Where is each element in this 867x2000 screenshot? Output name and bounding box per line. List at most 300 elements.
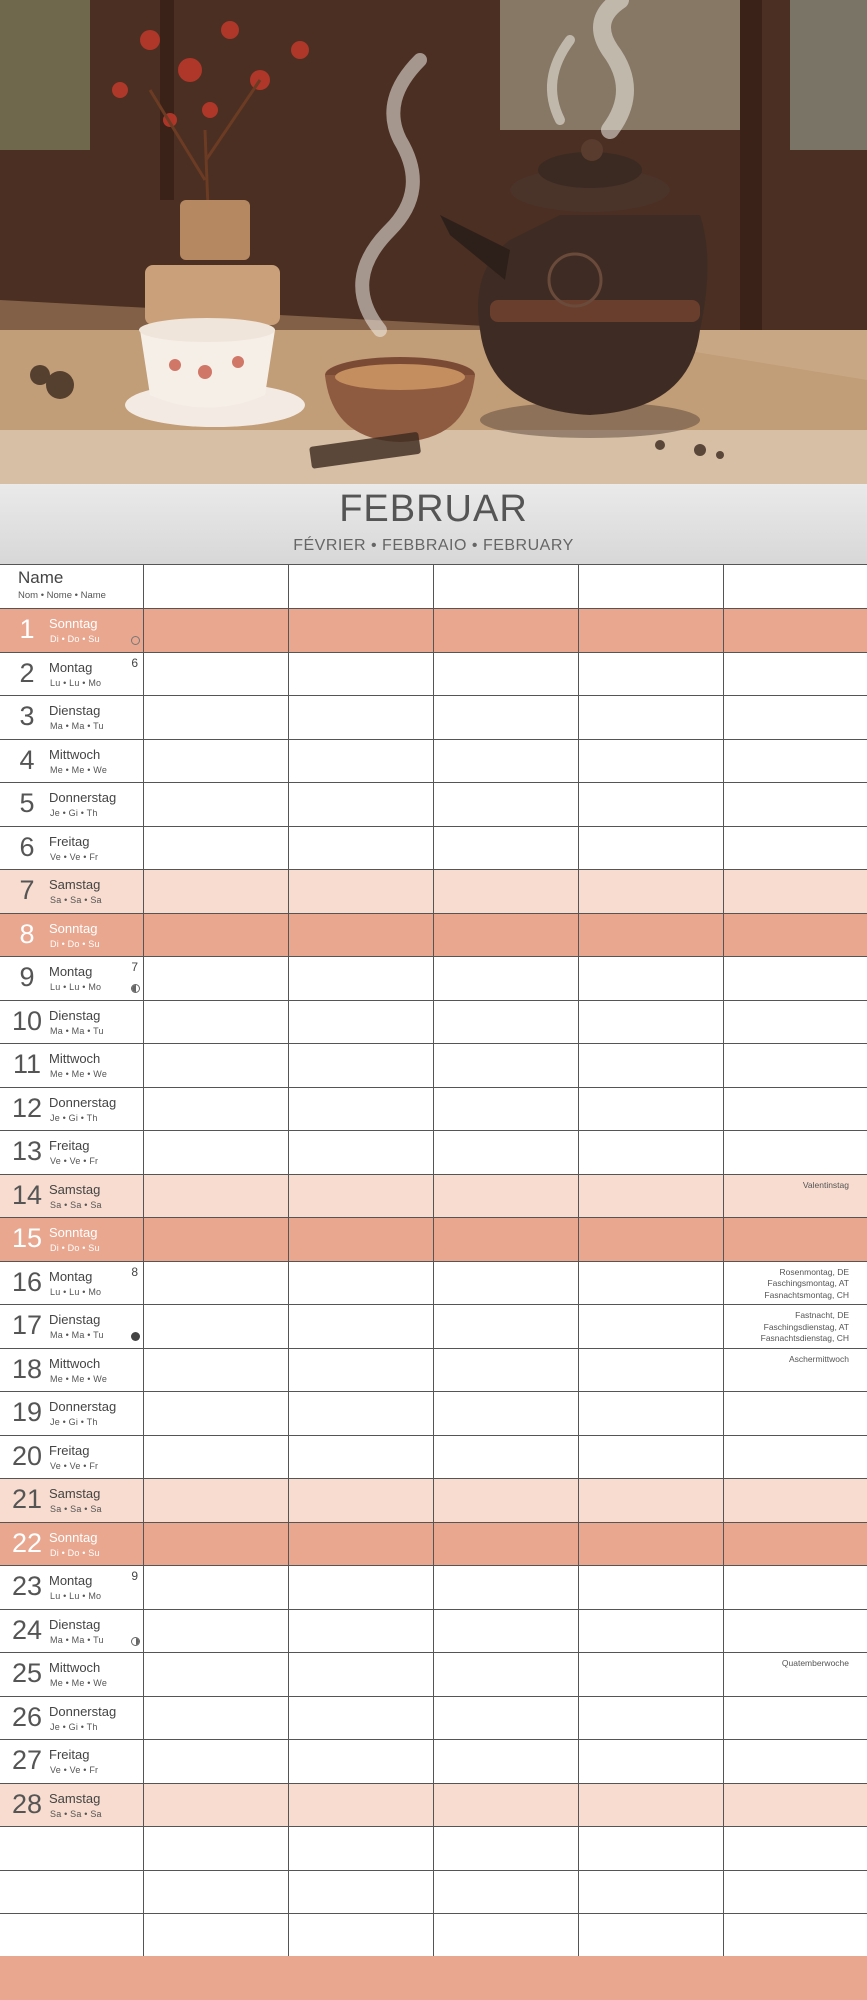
- day-number: 16: [11, 1266, 43, 1297]
- entry-cell[interactable]: [724, 1740, 867, 1783]
- moon-phase-last-icon: [131, 984, 140, 993]
- entry-cell[interactable]: [579, 653, 724, 696]
- name-header-label: Name: [18, 568, 64, 587]
- day-abbreviations: Di • Do • Su: [50, 634, 100, 644]
- entry-cell[interactable]: [579, 1566, 724, 1609]
- day-abbreviations: Lu • Lu • Mo: [50, 1286, 102, 1297]
- entry-cell[interactable]: [724, 1305, 867, 1348]
- day-abbreviations: Di • Do • Su: [50, 1547, 100, 1558]
- day-number: 5: [19, 788, 35, 818]
- week-number: 7: [131, 960, 138, 974]
- day-number: 17: [11, 1310, 43, 1340]
- day-number: 22: [11, 1527, 43, 1558]
- day-number: 14: [11, 1179, 43, 1210]
- day-label-cell: [0, 1436, 144, 1479]
- entry-cell[interactable]: [144, 1610, 289, 1653]
- day-row: [0, 1523, 867, 1567]
- entry-cell[interactable]: [579, 1479, 724, 1522]
- day-label-cell: [0, 1740, 144, 1783]
- entry-cell[interactable]: [289, 1175, 434, 1218]
- entry-cell[interactable]: [579, 1305, 724, 1348]
- entry-cell[interactable]: [579, 740, 724, 783]
- day-abbreviations: Je • Gi • Th: [50, 1721, 98, 1732]
- day-abbreviations: Ve • Ve • Fr: [50, 1156, 99, 1166]
- entry-cell[interactable]: [289, 870, 434, 913]
- entry-cell[interactable]: [724, 1218, 867, 1261]
- entry-cell[interactable]: [724, 1392, 867, 1435]
- entry-cell[interactable]: [579, 1218, 724, 1261]
- day-name: Dienstag: [49, 1007, 101, 1023]
- day-row: [0, 1827, 867, 1871]
- entry-cell[interactable]: [144, 609, 289, 652]
- entry-cell[interactable]: [289, 696, 434, 739]
- entry-cell[interactable]: [289, 1697, 434, 1740]
- day-row: [0, 1784, 867, 1828]
- entry-cell[interactable]: [724, 1479, 867, 1522]
- entry-cell[interactable]: [579, 827, 724, 870]
- entry-cell[interactable]: [289, 1305, 434, 1348]
- day-name: Freitag: [49, 1747, 90, 1762]
- entry-cell[interactable]: [434, 1871, 579, 1914]
- day-label-cell: [0, 740, 144, 783]
- day-abbreviations: Ma • Ma • Tu: [50, 1025, 104, 1036]
- entry-cell[interactable]: [724, 1784, 867, 1827]
- day-label-cell: [0, 1697, 144, 1740]
- entry-cell[interactable]: [289, 1784, 434, 1827]
- day-label-cell: [0, 957, 144, 1000]
- entry-cell[interactable]: [289, 1914, 434, 1957]
- day-abbreviations: Sa • Sa • Sa: [50, 1808, 102, 1819]
- entry-cell[interactable]: [289, 1610, 434, 1653]
- entry-cell[interactable]: [144, 1653, 289, 1696]
- entry-cell[interactable]: [724, 1175, 867, 1218]
- day-row: [0, 1697, 867, 1741]
- day-number: 9: [19, 962, 35, 992]
- entry-cell[interactable]: [434, 1218, 579, 1261]
- entry-cell[interactable]: [289, 1088, 434, 1131]
- footer-band: [0, 1956, 867, 2000]
- entry-cell[interactable]: [724, 609, 867, 652]
- entry-cell[interactable]: [144, 1436, 289, 1479]
- day-number: 3: [19, 701, 35, 731]
- entry-cell[interactable]: [434, 653, 579, 696]
- entry-cell[interactable]: [289, 827, 434, 870]
- header-photo: [0, 0, 867, 484]
- day-abbreviations: Sa • Sa • Sa: [50, 1504, 102, 1514]
- day-label-cell: [0, 914, 144, 957]
- day-row: [0, 1740, 867, 1784]
- day-abbreviations: Ve • Ve • Fr: [50, 1460, 99, 1471]
- entry-cell[interactable]: [289, 1349, 434, 1392]
- entry-cell[interactable]: [144, 957, 289, 1000]
- day-row: [0, 1566, 867, 1610]
- entry-cell[interactable]: [144, 1566, 289, 1609]
- day-number: 23: [11, 1571, 43, 1601]
- day-row: [0, 1914, 867, 1958]
- entry-cell[interactable]: [724, 1262, 867, 1305]
- entry-cell[interactable]: [579, 1001, 724, 1044]
- entry-cell[interactable]: [724, 1088, 867, 1131]
- day-row: [0, 1262, 867, 1306]
- day-label-cell: [0, 1305, 144, 1348]
- day-row: [0, 1001, 867, 1045]
- entry-cell[interactable]: [434, 609, 579, 652]
- day-abbreviations: Me • Me • We: [50, 1069, 108, 1079]
- entry-cell[interactable]: [434, 957, 579, 1000]
- day-number: 24: [11, 1614, 43, 1645]
- entry-cell[interactable]: [434, 696, 579, 739]
- entry-cell[interactable]: [579, 1740, 724, 1783]
- day-number: 2: [19, 657, 35, 688]
- day-row: [0, 1305, 867, 1349]
- day-number: 10: [11, 1005, 43, 1036]
- day-abbreviations: Di • Do • Su: [50, 1243, 100, 1253]
- day-label-cell: [0, 1653, 144, 1696]
- entry-cell[interactable]: [144, 827, 289, 870]
- day-name: Montag: [49, 1268, 93, 1284]
- entry-cell[interactable]: [579, 1392, 724, 1435]
- entry-cell[interactable]: [289, 1131, 434, 1174]
- entry-cell[interactable]: [434, 1523, 579, 1566]
- entry-cell[interactable]: [579, 957, 724, 1000]
- entry-cell[interactable]: [579, 1131, 724, 1174]
- entry-cell[interactable]: [724, 870, 867, 913]
- entry-cell[interactable]: [289, 1001, 434, 1044]
- entry-cell[interactable]: [144, 1218, 289, 1261]
- day-name: Freitag: [49, 833, 90, 849]
- day-label-cell: [0, 1218, 144, 1261]
- entry-cell[interactable]: [144, 1305, 289, 1348]
- entry-cell[interactable]: [434, 1653, 579, 1696]
- day-name: Donnerstag: [49, 1094, 117, 1110]
- entry-cell[interactable]: [289, 609, 434, 652]
- day-name: Donnerstag: [49, 790, 117, 805]
- entry-cell[interactable]: [434, 1610, 579, 1653]
- day-abbreviations: Sa • Sa • Sa: [50, 895, 102, 905]
- entry-cell[interactable]: [579, 1697, 724, 1740]
- day-number: 6: [19, 831, 35, 862]
- entry-cell[interactable]: [724, 1871, 867, 1914]
- entry-cell[interactable]: [579, 1436, 724, 1479]
- entry-cell[interactable]: [434, 1044, 579, 1087]
- day-row: [0, 1871, 867, 1915]
- entry-cell[interactable]: [724, 957, 867, 1000]
- entry-cell[interactable]: [434, 1349, 579, 1392]
- entry-cell[interactable]: [579, 1175, 724, 1218]
- entry-cell[interactable]: [434, 1784, 579, 1827]
- entry-cell[interactable]: [434, 1479, 579, 1522]
- entry-cell[interactable]: [579, 1044, 724, 1087]
- day-name: Mittwoch: [49, 1355, 101, 1371]
- day-name: Sonntag: [49, 1529, 98, 1545]
- person-column-3[interactable]: [434, 565, 579, 608]
- day-number: 28: [11, 1788, 43, 1819]
- entry-cell[interactable]: [434, 1827, 579, 1870]
- entry-cell[interactable]: [724, 740, 867, 783]
- entry-cell[interactable]: [289, 914, 434, 957]
- entry-cell[interactable]: [289, 1436, 434, 1479]
- day-label-cell: [0, 827, 144, 870]
- holiday-note: Valentinstag: [802, 1179, 849, 1190]
- day-name: Sonntag: [49, 920, 98, 936]
- entry-cell[interactable]: [579, 870, 724, 913]
- entry-cell[interactable]: [724, 1044, 867, 1087]
- entry-cell[interactable]: [289, 1653, 434, 1696]
- day-name: Mittwoch: [49, 1660, 101, 1675]
- entry-cell[interactable]: [724, 1653, 867, 1696]
- day-label-cell: [0, 1175, 144, 1218]
- entry-cell[interactable]: [579, 1784, 724, 1827]
- entry-cell[interactable]: [144, 1044, 289, 1087]
- entry-cell[interactable]: [724, 1523, 867, 1566]
- entry-cell[interactable]: [434, 1305, 579, 1348]
- day-abbreviations: Sa • Sa • Sa: [50, 1199, 102, 1210]
- day-number: 25: [11, 1658, 43, 1688]
- day-name: Dienstag: [49, 703, 101, 718]
- entry-cell[interactable]: [144, 696, 289, 739]
- day-abbreviations: Je • Gi • Th: [50, 1417, 98, 1427]
- entry-cell[interactable]: [579, 1349, 724, 1392]
- day-number: 8: [19, 918, 35, 949]
- person-column-1[interactable]: [144, 565, 289, 608]
- entry-cell[interactable]: [434, 1088, 579, 1131]
- entry-cell[interactable]: [579, 696, 724, 739]
- day-row: [0, 1175, 867, 1219]
- entry-cell[interactable]: [289, 1262, 434, 1305]
- holiday-note: Fastnacht, DE Faschingsdienstag, AT Fasnachtsdienstag, CH: [760, 1310, 849, 1343]
- entry-cell[interactable]: [434, 827, 579, 870]
- entry-cell[interactable]: [289, 1523, 434, 1566]
- entry-cell[interactable]: [724, 1827, 867, 1870]
- day-abbreviations: Lu • Lu • Mo: [50, 1591, 102, 1601]
- entry-cell[interactable]: [289, 1218, 434, 1261]
- entry-cell[interactable]: [289, 1566, 434, 1609]
- entry-cell[interactable]: [724, 1001, 867, 1044]
- entry-cell[interactable]: [724, 1131, 867, 1174]
- day-label-cell: [0, 1262, 144, 1305]
- day-number: 12: [11, 1092, 43, 1123]
- entry-cell[interactable]: [144, 1392, 289, 1435]
- day-label-cell: [0, 1523, 144, 1566]
- entry-cell[interactable]: [144, 783, 289, 826]
- holiday-note: Quatemberwoche: [781, 1658, 849, 1668]
- day-number: 11: [12, 1049, 42, 1079]
- entry-cell[interactable]: [289, 1479, 434, 1522]
- entry-cell[interactable]: [724, 1436, 867, 1479]
- entry-cell[interactable]: [579, 1610, 724, 1653]
- entry-cell[interactable]: [724, 1697, 867, 1740]
- entry-cell[interactable]: [144, 653, 289, 696]
- entry-cell[interactable]: [724, 1610, 867, 1653]
- day-row: [0, 870, 867, 914]
- entry-cell[interactable]: [579, 783, 724, 826]
- entry-cell[interactable]: [144, 870, 289, 913]
- entry-cell[interactable]: [724, 1914, 867, 1957]
- entry-cell[interactable]: [434, 1436, 579, 1479]
- entry-cell[interactable]: [434, 1262, 579, 1305]
- day-abbreviations: Ma • Ma • Tu: [50, 721, 104, 731]
- entry-cell[interactable]: [144, 1697, 289, 1740]
- entry-cell[interactable]: [724, 1566, 867, 1609]
- entry-cell[interactable]: [289, 1392, 434, 1435]
- entry-cell[interactable]: [579, 1827, 724, 1870]
- person-column-2[interactable]: [289, 565, 434, 608]
- entry-cell[interactable]: [434, 870, 579, 913]
- entry-cell[interactable]: [144, 1349, 289, 1392]
- day-name: Freitag: [49, 1442, 90, 1458]
- entry-cell[interactable]: [289, 957, 434, 1000]
- day-number: 18: [11, 1353, 43, 1384]
- entry-cell[interactable]: [579, 914, 724, 957]
- month-translations: FÉVRIER • FEBBRAIO • FEBRUARY: [293, 537, 574, 554]
- day-label-cell: [0, 1001, 144, 1044]
- day-number: 4: [19, 744, 35, 775]
- entry-cell[interactable]: [144, 740, 289, 783]
- day-row: [0, 783, 867, 827]
- entry-cell[interactable]: [289, 1871, 434, 1914]
- name-header-cell: [0, 565, 144, 608]
- week-number: 8: [131, 1264, 138, 1279]
- day-number: 13: [11, 1136, 43, 1166]
- entry-cell[interactable]: [724, 653, 867, 696]
- name-header-row: [0, 564, 867, 609]
- entry-cell[interactable]: [724, 914, 867, 957]
- day-row: [0, 1479, 867, 1523]
- day-name: Montag: [49, 1573, 93, 1588]
- day-abbreviations: Me • Me • We: [50, 1373, 108, 1384]
- entry-cell[interactable]: [289, 1740, 434, 1783]
- entry-cell[interactable]: [579, 1088, 724, 1131]
- day-name: Sonntag: [49, 1225, 98, 1240]
- entry-cell[interactable]: [144, 1001, 289, 1044]
- day-name: Samstag: [49, 1181, 101, 1197]
- day-abbreviations: Me • Me • We: [50, 764, 108, 775]
- entry-cell[interactable]: [434, 1001, 579, 1044]
- day-row: [0, 1349, 867, 1393]
- day-name: Samstag: [49, 877, 101, 892]
- day-row: [0, 653, 867, 697]
- week-number: 9: [131, 1569, 138, 1583]
- entry-cell[interactable]: [144, 1784, 289, 1827]
- day-number: 19: [11, 1397, 43, 1427]
- day-label-cell: [0, 1784, 144, 1827]
- day-abbreviations: Je • Gi • Th: [50, 808, 98, 818]
- day-name: Samstag: [49, 1486, 101, 1501]
- day-label-cell: [0, 1566, 144, 1609]
- day-number: 1: [19, 614, 35, 644]
- teapot-photo-illustration: [0, 0, 867, 484]
- day-number: 20: [11, 1440, 43, 1471]
- day-abbreviations: Me • Me • We: [50, 1678, 108, 1688]
- entry-cell[interactable]: [434, 783, 579, 826]
- day-label-cell: [0, 653, 144, 696]
- moon-phase-new-icon: [131, 1332, 140, 1341]
- day-number: 21: [11, 1484, 43, 1514]
- entry-cell[interactable]: [289, 783, 434, 826]
- day-row: [0, 1392, 867, 1436]
- entry-cell[interactable]: [144, 1827, 289, 1870]
- day-row: [0, 609, 867, 653]
- day-label-cell: [0, 1349, 144, 1392]
- entry-cell[interactable]: [144, 914, 289, 957]
- entry-cell[interactable]: [434, 1740, 579, 1783]
- entry-cell[interactable]: [434, 1131, 579, 1174]
- entry-cell[interactable]: [434, 1392, 579, 1435]
- day-number: 27: [11, 1745, 43, 1775]
- entry-cell[interactable]: [144, 1740, 289, 1783]
- entry-cell[interactable]: [289, 1044, 434, 1087]
- day-name: Donnerstag: [49, 1399, 117, 1414]
- day-row: [0, 1610, 867, 1654]
- entry-cell[interactable]: [144, 1523, 289, 1566]
- entry-cell[interactable]: [724, 696, 867, 739]
- entry-cell[interactable]: [289, 653, 434, 696]
- entry-cell[interactable]: [434, 1914, 579, 1957]
- person-column-4[interactable]: [579, 565, 724, 608]
- person-column-5[interactable]: [724, 565, 867, 608]
- name-header-sub: Nom • Nome • Name: [18, 590, 106, 601]
- day-label-cell: [0, 1088, 144, 1131]
- moon-phase-full-icon: [131, 636, 140, 645]
- entry-cell[interactable]: [289, 740, 434, 783]
- entry-cell[interactable]: [144, 1914, 289, 1957]
- entry-cell[interactable]: [724, 827, 867, 870]
- entry-cell[interactable]: [289, 1827, 434, 1870]
- day-abbreviations: Ma • Ma • Tu: [50, 1330, 104, 1340]
- day-label-cell: [0, 609, 144, 652]
- entry-cell[interactable]: [579, 609, 724, 652]
- day-row: [0, 1131, 867, 1175]
- day-abbreviations: Ma • Ma • Tu: [50, 1634, 104, 1645]
- entry-cell[interactable]: [724, 783, 867, 826]
- entry-cell[interactable]: [434, 1697, 579, 1740]
- day-number: 7: [19, 875, 35, 905]
- day-row: [0, 827, 867, 871]
- entry-cell[interactable]: [579, 1914, 724, 1957]
- month-title-band: [0, 484, 867, 564]
- day-number: 15: [11, 1223, 43, 1253]
- entry-cell[interactable]: [144, 1088, 289, 1131]
- day-row: [0, 1653, 867, 1697]
- entry-cell[interactable]: [579, 1262, 724, 1305]
- day-row: [0, 1218, 867, 1262]
- day-abbreviations: Lu • Lu • Mo: [50, 677, 102, 688]
- day-label-cell: [0, 1479, 144, 1522]
- day-label-cell: [0, 870, 144, 913]
- entry-cell[interactable]: [579, 1523, 724, 1566]
- entry-cell[interactable]: [434, 1175, 579, 1218]
- entry-cell[interactable]: [579, 1871, 724, 1914]
- day-number: 26: [11, 1701, 43, 1732]
- day-row: [0, 740, 867, 784]
- entry-cell[interactable]: [434, 1566, 579, 1609]
- entry-cell[interactable]: [144, 1871, 289, 1914]
- day-label-cell: [0, 1044, 144, 1087]
- day-name: Freitag: [49, 1138, 90, 1153]
- entry-cell[interactable]: [434, 914, 579, 957]
- entry-cell[interactable]: [579, 1653, 724, 1696]
- entry-cell[interactable]: [144, 1479, 289, 1522]
- entry-cell[interactable]: [144, 1131, 289, 1174]
- day-name: Dienstag: [49, 1616, 101, 1632]
- day-label-cell: [0, 1610, 144, 1653]
- entry-cell[interactable]: [434, 740, 579, 783]
- entry-cell[interactable]: [144, 1175, 289, 1218]
- day-abbreviations: Lu • Lu • Mo: [50, 982, 102, 992]
- entry-cell[interactable]: [724, 1349, 867, 1392]
- entry-cell[interactable]: [144, 1262, 289, 1305]
- day-name: Montag: [49, 659, 93, 675]
